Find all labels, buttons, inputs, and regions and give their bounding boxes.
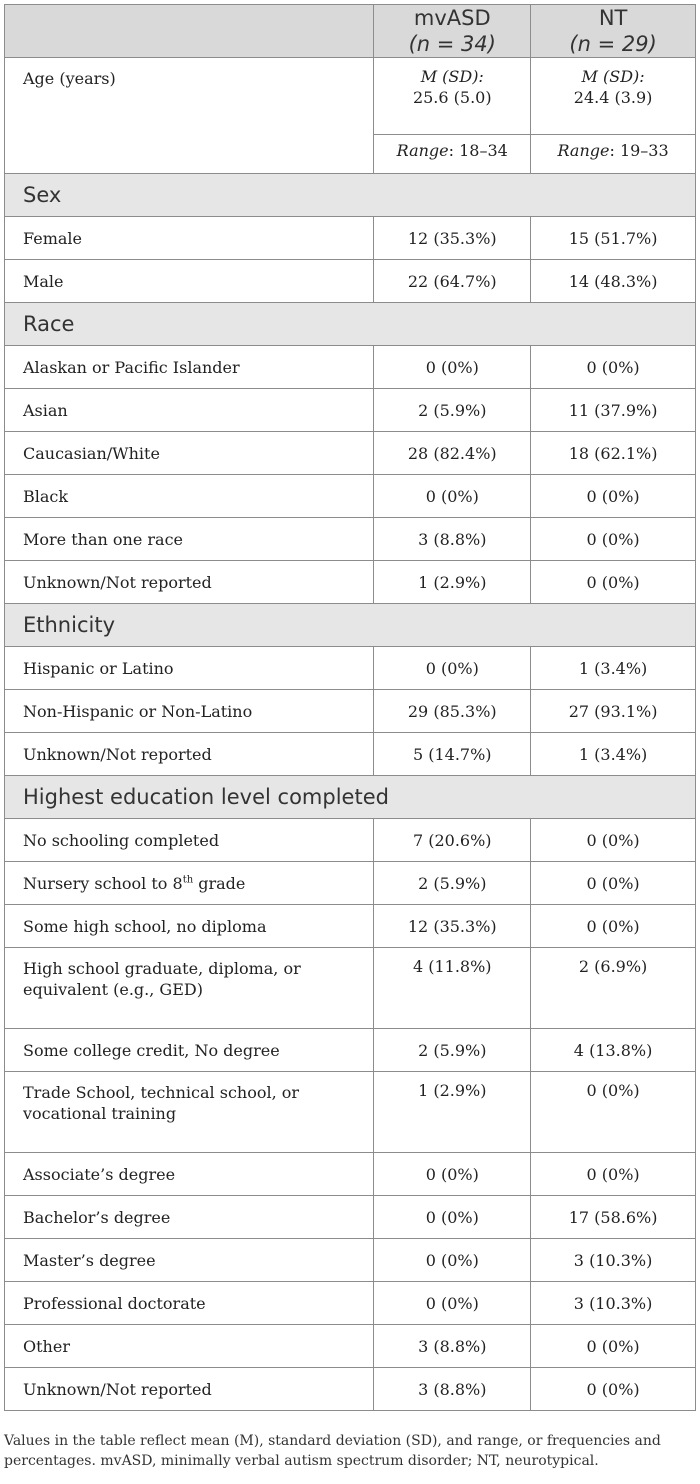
- mvasd-value: 0 (0%): [374, 1153, 531, 1196]
- nt-value: 0 (0%): [531, 905, 696, 948]
- age-label: Age (years): [5, 58, 374, 174]
- table-row: [5, 948, 696, 1029]
- nt-value: 18 (62.1%): [531, 432, 696, 475]
- mvasd-value: 12 (35.3%): [374, 905, 531, 948]
- table-row: [5, 647, 696, 690]
- mvasd-value: 2 (5.9%): [374, 389, 531, 432]
- age-nt-range-label: Range: [557, 141, 610, 160]
- nt-value: 14 (48.3%): [531, 260, 696, 303]
- section-title: Highest education level completed: [5, 776, 696, 819]
- row-label: Black: [5, 475, 374, 518]
- header-row: [5, 5, 696, 58]
- row-label: Some high school, no diploma: [5, 905, 374, 948]
- age-nt-mean-cell: [531, 58, 696, 135]
- nt-value: 3 (10.3%): [531, 1282, 696, 1325]
- table-row: [5, 1072, 696, 1153]
- table-row: [5, 1239, 696, 1282]
- mvasd-value: 1 (2.9%): [374, 1072, 531, 1153]
- table-row: [5, 260, 696, 303]
- nt-value: 4 (13.8%): [531, 1029, 696, 1072]
- table-row: [5, 1368, 696, 1411]
- row-label-main: Nursery school to 8: [23, 873, 183, 893]
- age-nt-range: : 19–33: [609, 141, 669, 160]
- row-label: Professional doctorate: [5, 1282, 374, 1325]
- table-row: [5, 1029, 696, 1072]
- age-mvasd-stat-label: M (SD):: [420, 67, 484, 86]
- age-mean-row: [5, 58, 696, 135]
- table-row: [5, 518, 696, 561]
- nt-value: 0 (0%): [531, 1325, 696, 1368]
- row-label: Trade School, technical school, or vocational training: [5, 1072, 374, 1153]
- row-label: High school graduate, diploma, or equivalent (e.g., GED): [5, 948, 374, 1029]
- nt-value: 0 (0%): [531, 819, 696, 862]
- mvasd-value: 7 (20.6%): [374, 819, 531, 862]
- table-row: [5, 561, 696, 604]
- nt-value: 1 (3.4%): [531, 733, 696, 776]
- table-row: [5, 905, 696, 948]
- header-nt: [531, 5, 696, 58]
- table-row: [5, 346, 696, 389]
- nt-value: 2 (6.9%): [531, 948, 696, 1029]
- nt-value: 0 (0%): [531, 561, 696, 604]
- mvasd-value: 2 (5.9%): [374, 1029, 531, 1072]
- age-mvasd-range: : 18–34: [448, 141, 508, 160]
- table-footnote: Values in the table reflect mean (M), standard deviation (SD), and range, or frequencies and percentages. mvASD, minimally verbal autism spectrum disorder; NT, neurotypical.: [4, 1433, 661, 1469]
- nt-value: 0 (0%): [531, 1368, 696, 1411]
- row-label: Alaskan or Pacific Islander: [5, 346, 374, 389]
- nt-value: 1 (3.4%): [531, 647, 696, 690]
- mvasd-value: 29 (85.3%): [374, 690, 531, 733]
- row-label: Bachelor’s degree: [5, 1196, 374, 1239]
- row-label: Some college credit, No degree: [5, 1029, 374, 1072]
- age-mvasd-mean-cell: [374, 58, 531, 135]
- mvasd-value: 0 (0%): [374, 1239, 531, 1282]
- table-row: [5, 475, 696, 518]
- mvasd-value: 5 (14.7%): [374, 733, 531, 776]
- row-label: Caucasian/White: [5, 432, 374, 475]
- header-mvasd-n: (n = 34): [408, 32, 496, 56]
- row-label: No schooling completed: [5, 819, 374, 862]
- table-row: [5, 819, 696, 862]
- row-label-tail: grade: [193, 873, 246, 893]
- mvasd-value: 12 (35.3%): [374, 217, 531, 260]
- age-nt-mean: 24.4 (3.9): [573, 88, 653, 107]
- mvasd-value: 0 (0%): [374, 1196, 531, 1239]
- header-blank-cell: [5, 5, 374, 58]
- section-education: [5, 776, 696, 819]
- header-nt-n: (n = 29): [569, 32, 657, 56]
- mvasd-value: 2 (5.9%): [374, 862, 531, 905]
- mvasd-value: 28 (82.4%): [374, 432, 531, 475]
- row-label: Female: [5, 217, 374, 260]
- nt-value: 17 (58.6%): [531, 1196, 696, 1239]
- section-title: Ethnicity: [5, 604, 696, 647]
- table-row: [5, 1325, 696, 1368]
- mvasd-value: 0 (0%): [374, 1282, 531, 1325]
- nt-value: 0 (0%): [531, 475, 696, 518]
- mvasd-value: 0 (0%): [374, 346, 531, 389]
- age-mvasd-mean: 25.6 (5.0): [412, 88, 492, 107]
- row-label: Master’s degree: [5, 1239, 374, 1282]
- mvasd-value: 3 (8.8%): [374, 1325, 531, 1368]
- age-mvasd-range-cell: [374, 135, 531, 174]
- age-nt-stat-label: M (SD):: [581, 67, 645, 86]
- nt-value: 0 (0%): [531, 518, 696, 561]
- header-mvasd: [374, 5, 531, 58]
- row-label: [5, 862, 374, 905]
- nt-value: 15 (51.7%): [531, 217, 696, 260]
- table-row: [5, 1282, 696, 1325]
- mvasd-value: 3 (8.8%): [374, 518, 531, 561]
- row-label: Unknown/Not reported: [5, 733, 374, 776]
- row-label: Unknown/Not reported: [5, 1368, 374, 1411]
- nt-value: 0 (0%): [531, 346, 696, 389]
- table-row: [5, 217, 696, 260]
- section-sex: [5, 174, 696, 217]
- nt-value: 0 (0%): [531, 862, 696, 905]
- nt-value: 0 (0%): [531, 1072, 696, 1153]
- mvasd-value: 4 (11.8%): [374, 948, 531, 1029]
- age-mvasd-range-label: Range: [396, 141, 449, 160]
- section-title: Race: [5, 303, 696, 346]
- section-race: [5, 303, 696, 346]
- mvasd-value: 0 (0%): [374, 475, 531, 518]
- row-label-superscript: th: [182, 874, 194, 886]
- nt-value: 0 (0%): [531, 1153, 696, 1196]
- table-row: [5, 432, 696, 475]
- row-label: More than one race: [5, 518, 374, 561]
- row-label: Male: [5, 260, 374, 303]
- demographics-table: [4, 4, 696, 1411]
- table-row: [5, 733, 696, 776]
- row-label: Non-Hispanic or Non-Latino: [5, 690, 374, 733]
- age-nt-range-cell: [531, 135, 696, 174]
- row-label: Unknown/Not reported: [5, 561, 374, 604]
- mvasd-value: 3 (8.8%): [374, 1368, 531, 1411]
- nt-value: 3 (10.3%): [531, 1239, 696, 1282]
- nt-value: 27 (93.1%): [531, 690, 696, 733]
- row-label: Associate’s degree: [5, 1153, 374, 1196]
- nt-value: 11 (37.9%): [531, 389, 696, 432]
- table-row: [5, 389, 696, 432]
- table-row: [5, 690, 696, 733]
- mvasd-value: 1 (2.9%): [374, 561, 531, 604]
- table-row: [5, 862, 696, 905]
- header-mvasd-group: mvASD: [413, 6, 491, 30]
- table-row: [5, 1153, 696, 1196]
- mvasd-value: 0 (0%): [374, 647, 531, 690]
- header-nt-group: NT: [598, 6, 628, 30]
- row-label: Asian: [5, 389, 374, 432]
- row-label: Hispanic or Latino: [5, 647, 374, 690]
- row-label: Other: [5, 1325, 374, 1368]
- section-title: Sex: [5, 174, 696, 217]
- table-row: [5, 1196, 696, 1239]
- mvasd-value: 22 (64.7%): [374, 260, 531, 303]
- section-ethnicity: [5, 604, 696, 647]
